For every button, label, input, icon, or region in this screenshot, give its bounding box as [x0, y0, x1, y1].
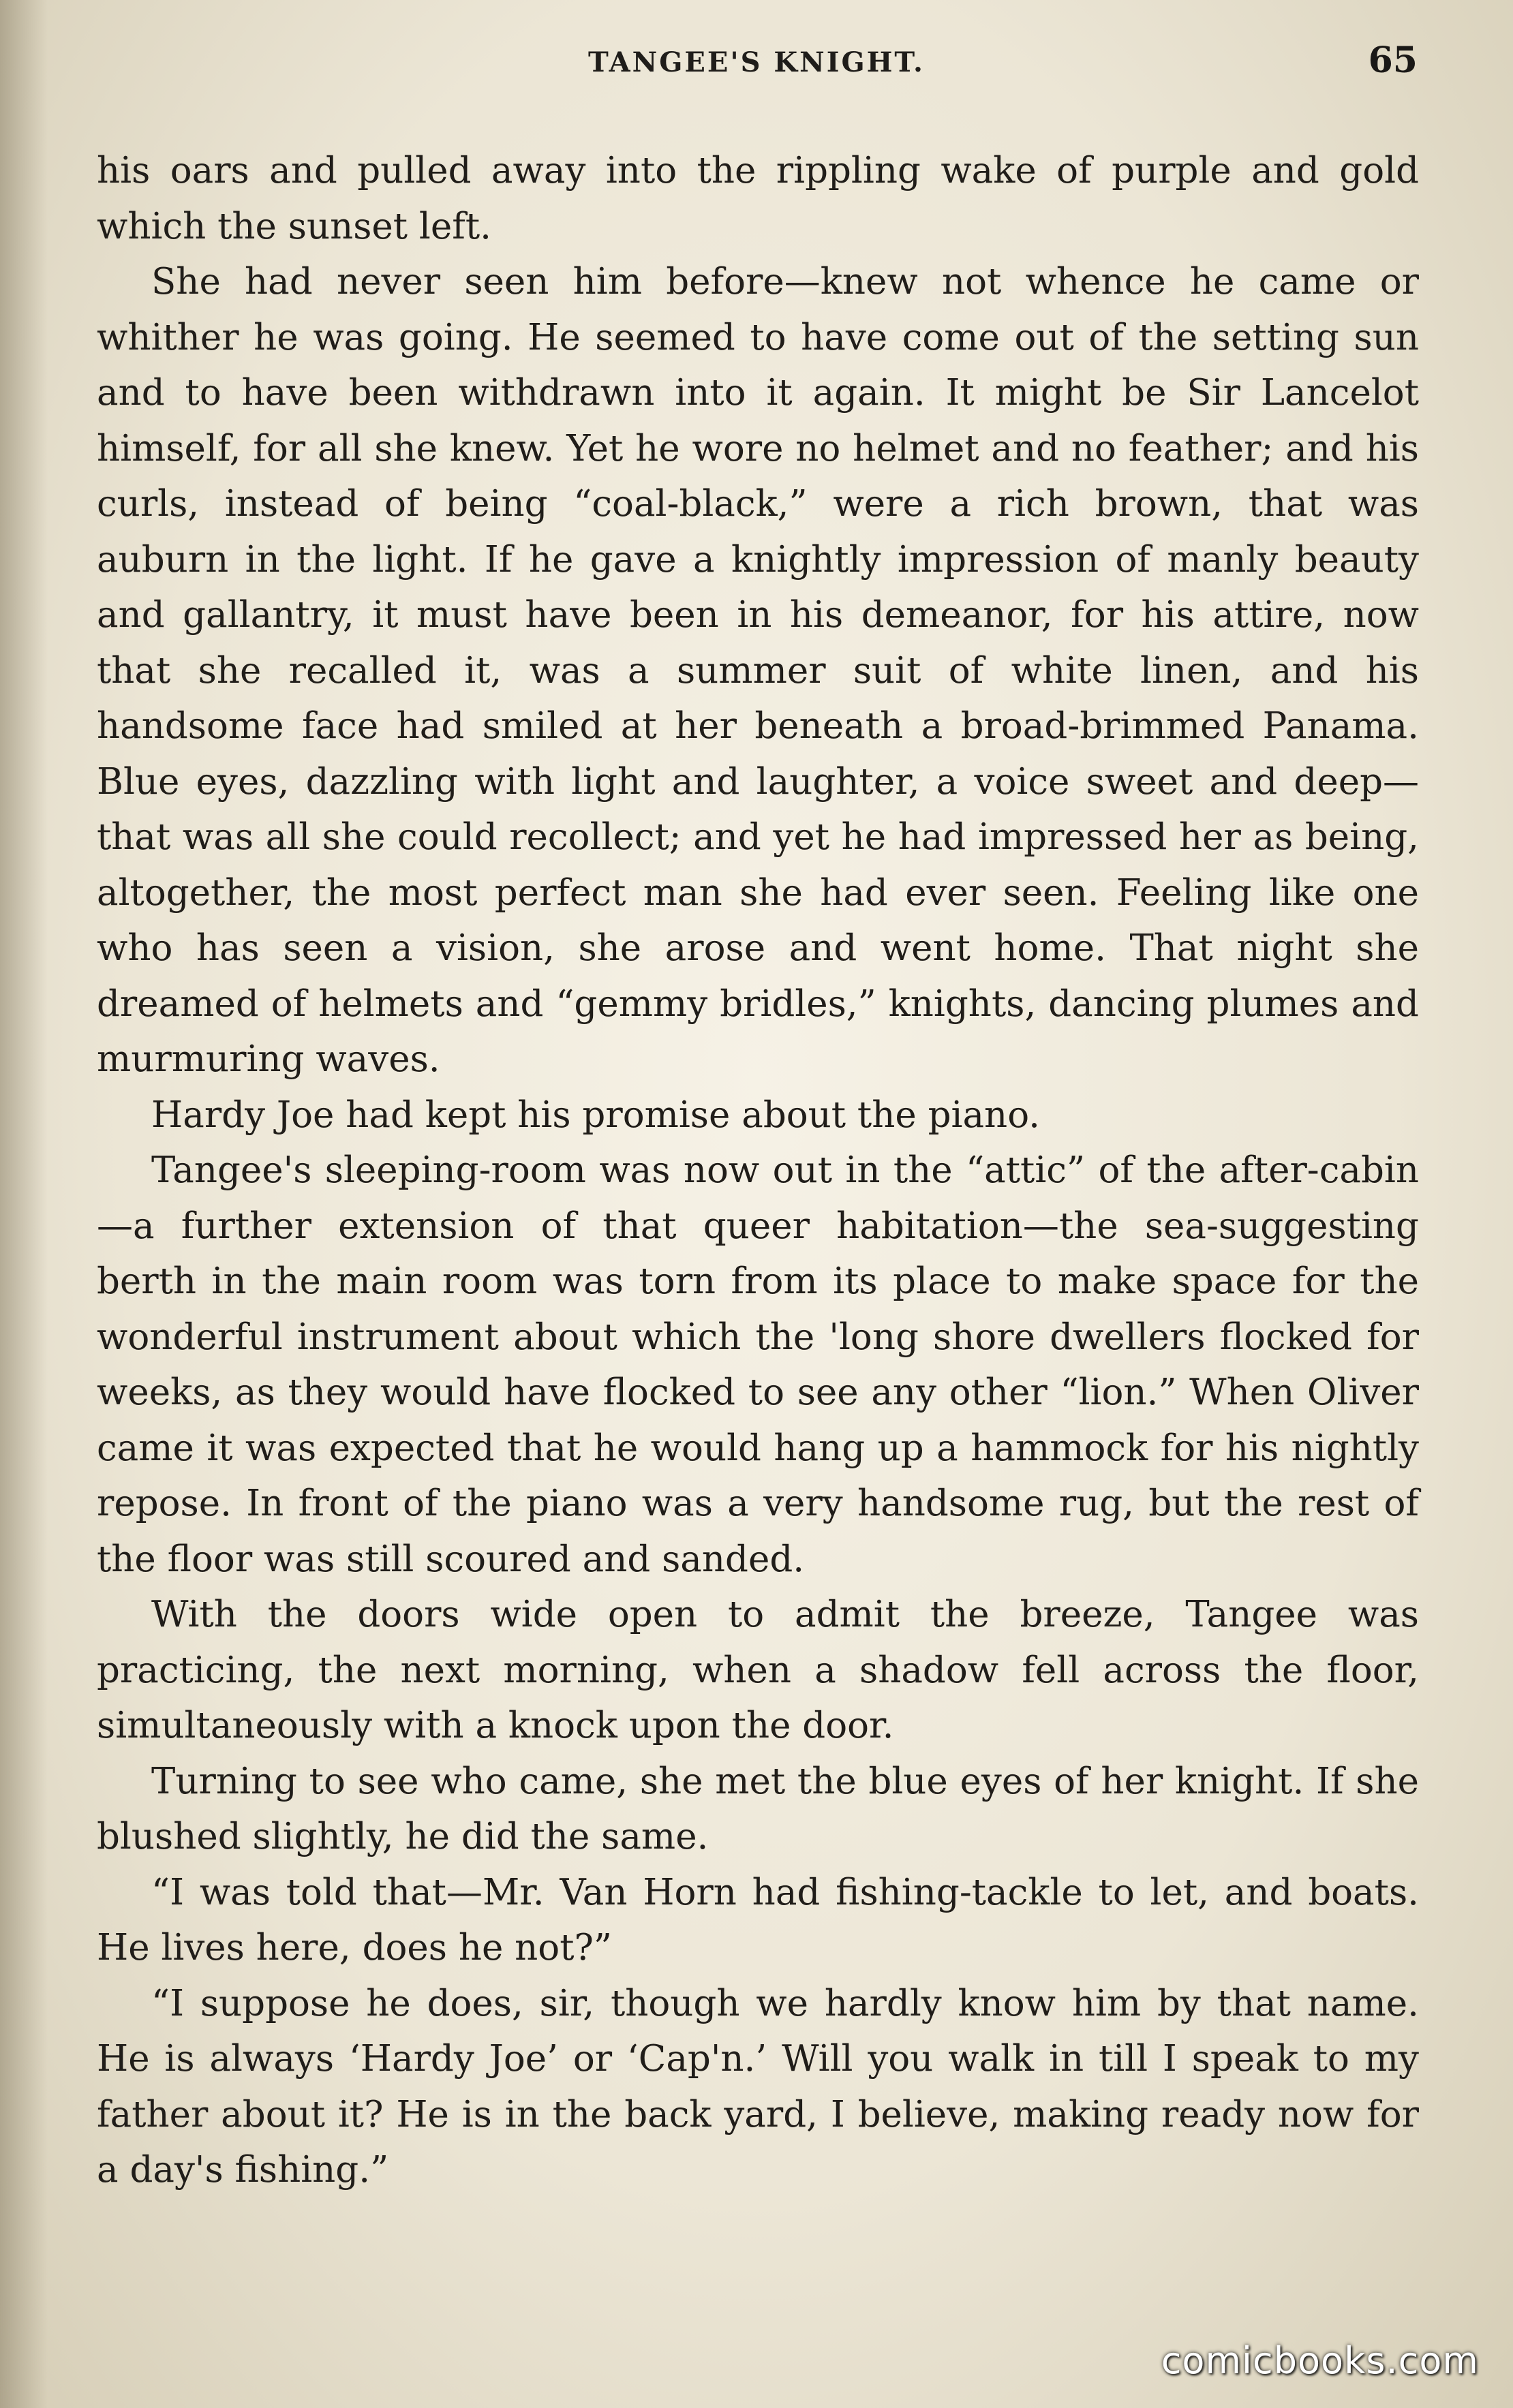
paragraph-4: Tangee's sleeping-room was now out in the “attic” of the after-cabin—a further extension of that queer habitation—the sea-suggesting berth in the main room was torn from its place to make space for the wonderful instrument about which the 'long shore dwellers flocked for weeks, as they would have flocked to see any other “lion.” When Oliver came it was expected that he would hang up a hammock for his nightly repose. In front of the piano was a very handsome rug, but the rest of the floor was still scoured and sanded. [97, 1149, 1419, 1580]
running-head: TANGEE'S KNIGHT. [588, 46, 925, 78]
paragraph-1: his oars and pulled away into the rippling wake of purple and gold which the sunset left. [97, 150, 1419, 247]
paragraph-6: Turning to see who came, she met the blue eyes of her knight. If she blushed slightly, he did the same. [97, 1760, 1419, 1857]
paragraph-5: With the doors wide open to admit the breeze, Tangee was practicing, the next morning, when a shadow fell across the floor, simultaneously with a knock upon the door. [97, 1594, 1419, 1746]
site-watermark: comicbooks.com [1161, 2339, 1479, 2382]
paragraph-7: “I was told that—Mr. Van Horn had fishing-tackle to let, and boats. He lives here, does he not?” [97, 1871, 1419, 1969]
paragraph-8: “I suppose he does, sir, though we hardly know him by that name. He is always ‘Hardy Joe’ or ‘Cap'n.’ Will you walk in till I speak to my father about it? He is in the back yard, I believe, making ready now for a day's fishing.” [97, 1982, 1419, 2191]
paragraph-2: She had never seen him before—knew not whence he came or whither he was going. He seemed to have come out of the setting sun and to have been withdrawn into it again. It might be Sir Lancelot himself, for all she knew. Yet he wore no helmet and no feather; and his curls, instead of being “coal-black,” were a rich brown, that was auburn in the light. If he gave a knightly impression of manly beauty and gallantry, it must have been in his demeanor, for his attire, now that she recalled it, was a summer suit of white linen, and his handsome face had smiled at her beneath a broad-brimmed Panama. Blue eyes, dazzling with light and laughter, a voice sweet and deep—that was all she could recollect; and yet he had impressed her as being, altogether, the most perfect man she had ever seen. Feeling like one who has seen a vision, she arose and went home. That night she dreamed of helmets and “gemmy bridles,” knights, dancing plumes and murmuring waves. [97, 261, 1419, 1080]
paragraph-3: Hardy Joe had kept his promise about the piano. [151, 1094, 1041, 1136]
page-header [95, 40, 1418, 94]
page-number: 65 [1368, 40, 1418, 81]
spine-shadow [0, 0, 48, 2408]
body-text [97, 143, 1419, 2198]
